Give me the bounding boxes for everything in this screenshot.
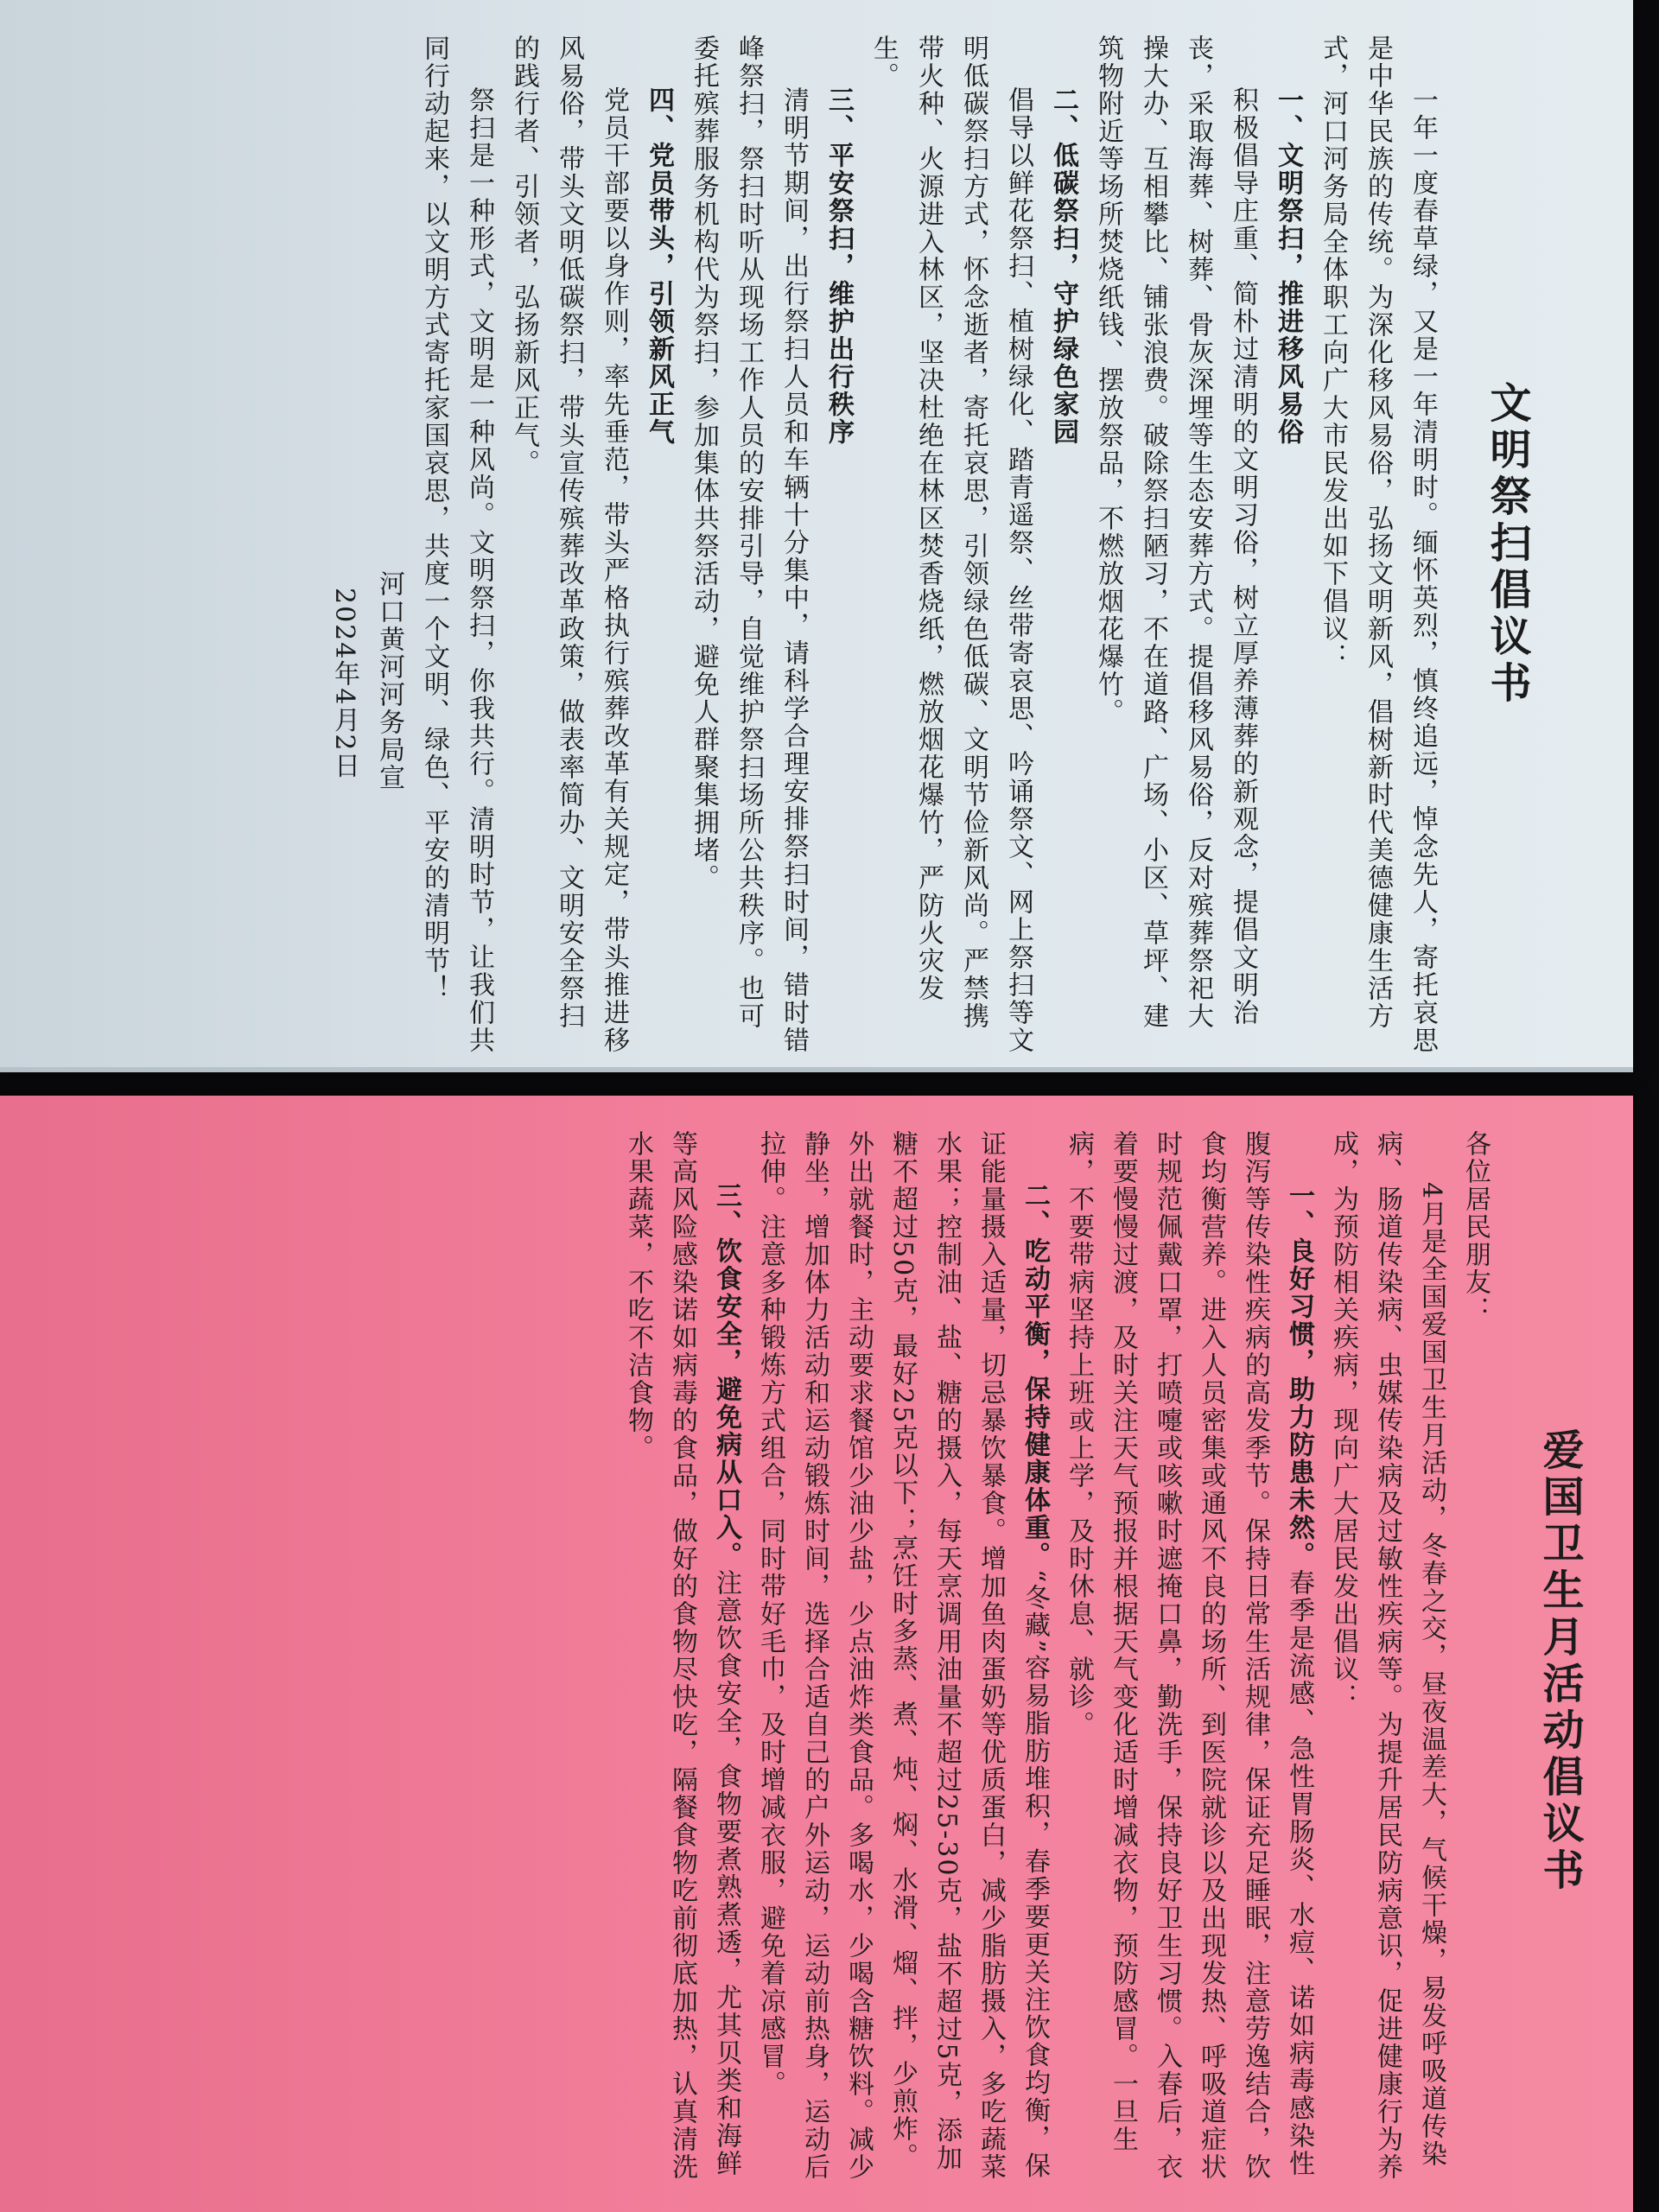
section-paragraph bbox=[1057, 1130, 1321, 2193]
doc-closing: 祭扫是一种形式，文明是一种风尚。文明祭扫，你我共行。清明时节，让我们共同行动起来，以文明方式寄托家国哀思，共度一个文明、绿色、平安的清明节！ bbox=[419, 35, 494, 1054]
section-heading: 四、党员带头，引领新风正气 bbox=[644, 86, 674, 446]
patriotic-health-month-proposal bbox=[616, 1130, 1584, 2193]
section-body: 党员干部要以身作则，率先垂范，带头严格执行殡葬改革有关规定，带头推进移风易俗，带头文明低碳祭扫，带头宣传殡葬改革政策，做表率简办、文明安全祭扫的践行者、引领者，弘扬新风正气。 bbox=[509, 35, 629, 1054]
section-paragraph bbox=[748, 1130, 1057, 2193]
pink-sheet bbox=[0, 1096, 1633, 2212]
section-heading: 一、文明祭扫，推进移风易俗 bbox=[1273, 86, 1303, 446]
section-heading: 三、饮食安全，避免病从口入。 bbox=[711, 1182, 741, 1569]
section-body: 积极倡导庄重、简朴过清明的文明习俗，树立厚养薄葬的新观念，提倡文明治丧，采取海葬、树葬、骨灰深埋等生态安葬方式。提倡移风易俗，反对殡葬祭祀大操大办、互相攀比、铺张浪费。破除祭扫陋习，不在道路、广场、小区、草坪、建筑物附近等场所焚烧纸钱、摆放祭品，不燃放烟花爆竹。 bbox=[1093, 35, 1258, 1030]
doc-intro: 一年一度春草绿，又是一年清明时。缅怀英烈，慎终追远，悼念先人，寄托哀思是中华民族的传统。为深化移风易俗，弘扬文明新风，倡树新时代美德健康生活方式，河口河务局全体职工向广大市民发出如下倡议： bbox=[1318, 35, 1438, 1054]
section-paragraph bbox=[616, 1130, 748, 2193]
doc-title: 文明祭扫倡议书 bbox=[1483, 381, 1531, 708]
section-body: 倡导以鲜花祭扫、植树绿化、踏青遥祭、丝带寄哀思、吟诵祭文、网上祭扫等文明低碳祭扫方式，怀念逝者，寄托哀思，引领绿色低碳、文明节俭新风尚。严禁携带火种、火源进入林区，坚决杜绝在林区焚香烧纸，燃放烟花爆竹，严防火灾发生。 bbox=[868, 35, 1033, 1054]
doc-signer: 河口黄河河务局宣 bbox=[374, 570, 404, 791]
section-body: 春季是流感、急性胃肠炎、水痘、诺如病毒感染性腹泻等传染性疾病的高发季节。保持日常生活规律，保证充足睡眠，注意劳逸结合，饮食均衡营养。进入人员密集或通风不良的场所、到医院就诊以及出现发热、呼吸道症状时规范佩戴口罩，打喷嚏或咳嗽时遮掩口鼻，勤洗手，保持良好卫生习惯。入春后，衣着要慢慢过渡，及时关注天气预报并根据天气变化适时增减衣物，预防感冒。一旦生病，不要带病坚持上班或上学，及时休息、就诊。 bbox=[1064, 1130, 1314, 2181]
section-heading: 二、低碳祭扫，守护绿色家园 bbox=[1048, 86, 1078, 446]
doc-intro: 4月是全国爱国卫生月活动，冬春之交，昼夜温差大，气候干燥，易发呼吸道传染病、肠道传染病、虫媒传染病及过敏性疾病等。为提升居民防病意识，促进健康行为养成，为预防相关疾病，现向广大居民发出倡议： bbox=[1328, 1130, 1446, 2181]
section-heading: 一、良好习惯，助力防患未然。 bbox=[1284, 1182, 1314, 1569]
section-body: “冬藏”容易脂肪堆积，春季要更关注饮食均衡，保证能量摄入适量，切忌暴饮暴食。增加鱼肉蛋奶等优质蛋白，减少脂肪摄入，多吃蔬菜水果；控制油、盐、糖的摄入，每天烹调用油量不超过25-30克，盐不超过5克，添加糖不超过50克，最好25克以下；烹饪时多蒸、煮、炖、焖、水滑、熘、拌，少煎炸。外出就餐时，主动要求餐馆少油少盐，少点油炸类食品。多喝水，少喝含糖饮料。减少静坐，增加体力活动和运动锻炼时间，选择合适自己的户外运动，运动前热身，运动后拉伸。注意多种锻炼方式组合，同时带好毛巾，及时增减衣服，避免着凉感冒。 bbox=[755, 1130, 1050, 2181]
section-body: 注意饮食安全，食物要煮熟煮透，尤其贝类和海鲜等高风险感染诺如病毒的食品，做好的食物尽快吃，隔餐食物吃前彻底加热，认真清洗水果蔬菜，不吃不洁食物。 bbox=[623, 1130, 741, 2181]
civilized-sweeping-proposal bbox=[321, 35, 1529, 1054]
section-body: 清明节期间，出行祭扫人员和车辆十分集中，请科学合理安排祭扫时间，错时错峰祭扫，祭扫时听从现场工作人员的安排引导，自觉维护祭扫场所公共秩序。也可委托殡葬服务机构代为祭扫，参加集体共祭活动，避免人群聚集拥堵。 bbox=[689, 35, 809, 1054]
doc-title: 爱国卫生月活动倡议书 bbox=[1535, 1428, 1584, 1895]
section-heading: 三、平安祭扫，维护出行秩序 bbox=[823, 86, 854, 446]
section-heading: 二、吃动平衡，保持健康体重。 bbox=[1020, 1182, 1050, 1569]
doc-salutation: 各位居民朋友： bbox=[1460, 1130, 1491, 1324]
doc-date: 2024年4月2日 bbox=[329, 588, 359, 780]
blue-sheet bbox=[0, 0, 1633, 1072]
